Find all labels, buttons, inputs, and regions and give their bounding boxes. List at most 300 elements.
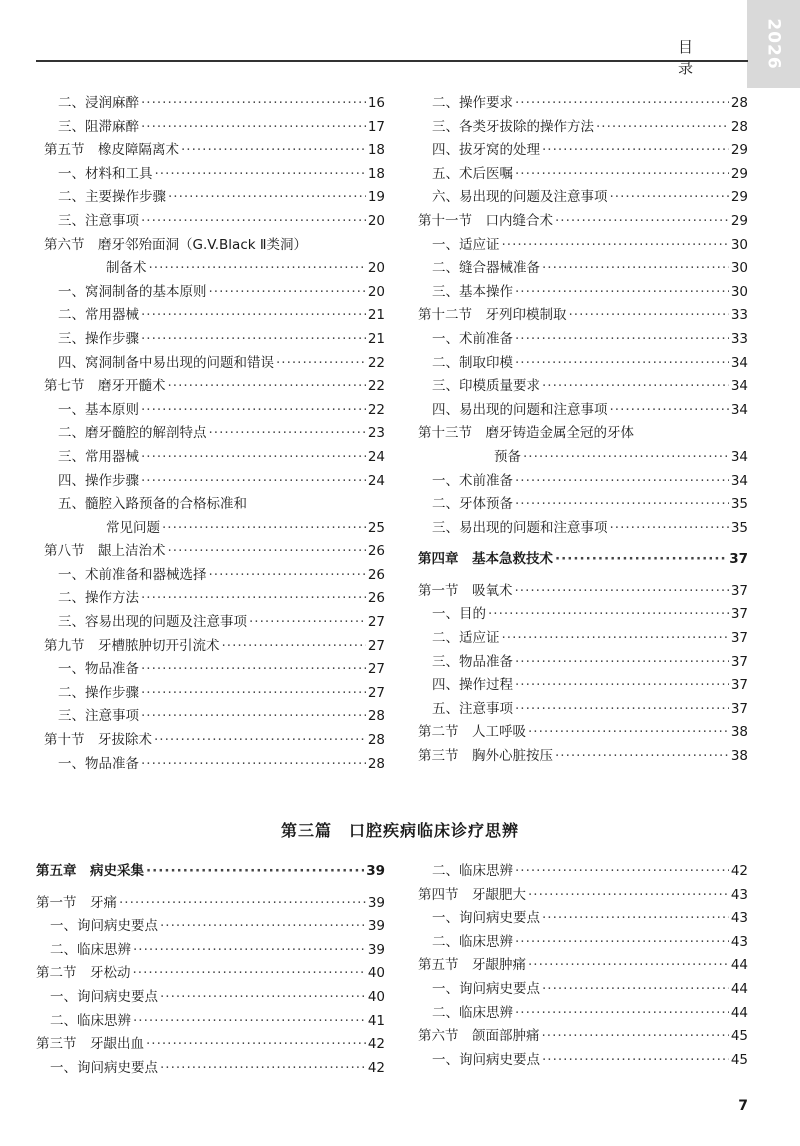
toc-page-number: 20 xyxy=(367,212,385,229)
toc-entry-title: 二、临床思辨 xyxy=(50,1012,131,1029)
toc-entry-title: 五、术后医嘱 xyxy=(432,165,513,182)
toc-leader-dots xyxy=(596,116,729,140)
toc-entry-title: 第六节 颌面部肿痛 xyxy=(418,1028,540,1045)
toc-item-entry[interactable] xyxy=(44,92,385,116)
toc-leader-dots xyxy=(209,564,366,588)
toc-leader-dots xyxy=(515,493,729,517)
toc-page-number: 25 xyxy=(367,519,385,536)
toc-section-entry[interactable] xyxy=(418,884,748,908)
toc-page-number: 29 xyxy=(730,142,748,159)
toc-page-number: 39 xyxy=(367,941,385,958)
toc-page-number: 28 xyxy=(730,118,748,135)
toc-entry-title: 二、磨牙髓腔的解剖特点 xyxy=(58,425,207,442)
toc-page-number: 34 xyxy=(730,354,748,371)
toc-item-entry[interactable] xyxy=(418,1002,748,1026)
toc-section-entry[interactable] xyxy=(418,954,748,978)
toc-leader-dots xyxy=(209,422,366,446)
toc-page-number: 29 xyxy=(730,189,748,206)
toc-leader-dots xyxy=(141,446,366,470)
toc-entry-title: 二、临床思辨 xyxy=(432,933,513,950)
toc-leader-dots xyxy=(141,116,366,140)
toc-page-number: 29 xyxy=(730,165,748,182)
toc-entry-title: 四、操作步骤 xyxy=(58,472,139,489)
toc-leader-dots xyxy=(515,163,729,187)
toc-chapter-entry[interactable] xyxy=(418,548,748,572)
toc-entry-title: 一、术前准备和器械选择 xyxy=(58,566,207,583)
toc-page-number: 33 xyxy=(730,307,748,324)
toc-leader-dots xyxy=(141,399,366,423)
toc-leader-dots xyxy=(515,651,729,675)
toc-entry-title: 四、易出现的问题和注意事项 xyxy=(432,401,608,418)
toc-leader-dots xyxy=(160,915,366,939)
toc-item-entry[interactable] xyxy=(418,257,748,281)
toc-leader-dots xyxy=(515,860,729,884)
toc-leader-dots xyxy=(523,446,729,470)
toc-leader-dots xyxy=(209,281,366,305)
toc-entry-title: 第三节 牙龈出血 xyxy=(36,1036,144,1053)
toc-item-entry[interactable] xyxy=(44,446,385,470)
toc-page-number: 38 xyxy=(730,748,748,765)
toc-leader-dots xyxy=(168,186,366,210)
toc-item-entry[interactable] xyxy=(418,627,748,651)
toc-leader-dots xyxy=(154,729,366,753)
toc-leader-dots xyxy=(502,627,729,651)
toc-leader-dots xyxy=(141,210,366,234)
toc-entry-title: 第五节 橡皮障隔离术 xyxy=(44,142,179,159)
toc-page-number: 42 xyxy=(367,1036,385,1053)
toc-leader-dots xyxy=(276,352,366,376)
toc-page-number: 16 xyxy=(367,95,385,111)
toc-leader-dots xyxy=(515,580,729,604)
toc-page-number: 34 xyxy=(730,472,748,489)
toc-page-number: 44 xyxy=(730,980,748,997)
toc-leader-dots xyxy=(515,1002,729,1026)
toc-entry-title: 四、窝洞制备中易出现的问题和错误 xyxy=(58,354,274,371)
toc-section-entry[interactable] xyxy=(418,422,748,446)
toc-section-entry[interactable] xyxy=(44,540,385,564)
toc-leader-dots xyxy=(133,939,366,963)
toc-leader-dots xyxy=(141,92,366,116)
toc-page-number: 26 xyxy=(367,543,385,560)
toc-entry-title: 一、询问病史要点 xyxy=(50,918,158,935)
toc-entry-title: 一、询问病史要点 xyxy=(432,980,540,997)
toc-leader-dots xyxy=(141,705,366,729)
toc-section-entry[interactable] xyxy=(44,139,385,163)
toc-leader-dots xyxy=(141,304,366,328)
toc-item-entry[interactable] xyxy=(418,1049,748,1073)
toc-leader-dots xyxy=(141,753,366,777)
toc-leader-dots xyxy=(528,721,729,745)
toc-item-entry[interactable] xyxy=(418,674,748,698)
toc-entry-title: 一、术前准备 xyxy=(432,330,513,347)
toc-item-entry[interactable] xyxy=(44,587,385,611)
toc-page-number: 26 xyxy=(367,590,385,607)
toc-page-number: 19 xyxy=(367,189,385,206)
toc-entry-title: 三、容易出现的问题及注意事项 xyxy=(58,614,247,631)
toc-leader-dots xyxy=(141,682,366,706)
toc-item-entry[interactable] xyxy=(36,915,385,939)
toc-item-entry[interactable] xyxy=(44,682,385,706)
toc-page-number: 42 xyxy=(367,1059,385,1076)
toc-item-entry[interactable] xyxy=(36,986,385,1010)
page-header-title: 目 录 xyxy=(678,38,708,77)
toc-entry-title: 二、操作方法 xyxy=(58,590,139,607)
toc-entry-title: 第二节 牙松动 xyxy=(36,965,131,982)
toc-page-number: 37 xyxy=(730,630,748,647)
toc-leader-dots xyxy=(168,540,366,564)
toc-leader-dots xyxy=(515,352,729,376)
toc-page-number: 37 xyxy=(730,653,748,670)
toc-leader-dots xyxy=(569,304,729,328)
toc-entry-title: 二、浸润麻醉 xyxy=(58,95,139,111)
toc-leader-dots xyxy=(542,978,729,1002)
toc-entry-title: 一、窝洞制备的基本原则 xyxy=(58,283,207,300)
toc-entry-title: 第五章 病史采集 xyxy=(36,863,144,879)
toc-page-number: 41 xyxy=(367,1012,385,1029)
toc-item-entry[interactable] xyxy=(418,328,748,352)
toc-section-entry[interactable] xyxy=(418,580,748,604)
toc-leader-dots xyxy=(528,884,729,908)
toc-entry-title: 五、髓腔入路预备的合格标准和 xyxy=(58,496,247,513)
toc-entry-title: 第一节 牙痛 xyxy=(36,894,117,911)
toc-item-entry[interactable] xyxy=(418,493,748,517)
toc-entry-title: 第五节 牙龈肿痛 xyxy=(418,957,526,974)
toc-item-entry[interactable] xyxy=(44,352,385,376)
toc-page-number: 35 xyxy=(730,519,748,536)
toc-page-number: 24 xyxy=(367,448,385,465)
toc-item-entry[interactable] xyxy=(36,939,385,963)
toc-entry-title: 一、基本原则 xyxy=(58,401,139,418)
toc-entry-title: 预备 xyxy=(494,448,521,465)
toc-page-number: 39 xyxy=(367,918,385,935)
toc-entry-title: 三、各类牙拔除的操作方法 xyxy=(432,118,594,135)
toc-page-number: 44 xyxy=(730,1004,748,1021)
toc-page-number: 23 xyxy=(367,425,385,442)
toc-leader-dots xyxy=(515,931,729,955)
toc-leader-dots xyxy=(502,234,729,258)
toc-item-entry[interactable] xyxy=(44,564,385,588)
toc-entry-title: 常见问题 xyxy=(106,519,160,536)
toc-section-entry[interactable] xyxy=(44,729,385,753)
toc-entry-title: 第七节 磨牙开髓术 xyxy=(44,378,166,395)
toc-leader-dots xyxy=(133,1010,366,1034)
toc-entry-title: 一、询问病史要点 xyxy=(432,910,540,927)
toc-item-entry[interactable] xyxy=(418,907,748,931)
toc-page-number: 43 xyxy=(730,933,748,950)
toc-entry-title: 三、注意事项 xyxy=(58,708,139,725)
toc-entry-title: 四、操作过程 xyxy=(432,677,513,694)
toc-chapter-entry[interactable] xyxy=(36,860,385,884)
toc-item-entry[interactable] xyxy=(44,281,385,305)
toc-page-number: 45 xyxy=(730,1028,748,1045)
toc-entry-title: 二、临床思辨 xyxy=(432,863,513,879)
part-title: 第三篇 口腔疾病临床诊疗思辨 xyxy=(280,821,519,840)
toc-page-number: 22 xyxy=(367,354,385,371)
toc-entry-title: 一、术前准备 xyxy=(432,472,513,489)
toc-item-entry[interactable] xyxy=(44,304,385,328)
toc-item-entry[interactable] xyxy=(418,446,748,470)
toc-item-entry[interactable] xyxy=(44,658,385,682)
toc-item-entry[interactable] xyxy=(418,698,748,722)
toc-leader-dots xyxy=(515,698,729,722)
toc-entry-title: 一、材料和工具 xyxy=(58,165,153,182)
toc-entry-title: 二、临床思辨 xyxy=(432,1004,513,1021)
toc-leader-dots xyxy=(119,892,366,916)
toc-entry-title: 三、基本操作 xyxy=(432,283,513,300)
toc-item-entry[interactable] xyxy=(36,1057,385,1081)
toc-entry-title: 六、易出现的问题及注意事项 xyxy=(432,189,608,206)
toc-item-entry[interactable] xyxy=(44,611,385,635)
toc-page-number: 43 xyxy=(730,910,748,927)
toc-leader-dots xyxy=(542,139,729,163)
toc-column-bottom-right xyxy=(418,860,748,1072)
toc-page-number: 22 xyxy=(367,401,385,418)
toc-entry-title: 一、询问病史要点 xyxy=(50,1059,158,1076)
toc-entry-title: 第四节 牙龈肥大 xyxy=(418,886,526,903)
toc-page-number: 34 xyxy=(730,448,748,465)
toc-entry-title: 第三节 胸外心脏按压 xyxy=(418,748,553,765)
toc-item-entry[interactable] xyxy=(418,234,748,258)
toc-entry-title: 二、操作要求 xyxy=(432,95,513,111)
toc-page-number: 27 xyxy=(367,637,385,654)
toc-page-number: 28 xyxy=(730,95,748,111)
toc-section-entry[interactable] xyxy=(36,962,385,986)
toc-page-number: 35 xyxy=(730,496,748,513)
toc-page-number: 30 xyxy=(730,236,748,253)
toc-section-entry[interactable] xyxy=(44,375,385,399)
toc-item-entry[interactable] xyxy=(418,139,748,163)
toc-section-entry[interactable] xyxy=(36,1033,385,1057)
toc-item-entry[interactable] xyxy=(418,603,748,627)
toc-item-entry[interactable] xyxy=(44,753,385,777)
toc-page-number: 45 xyxy=(730,1051,748,1068)
toc-leader-dots xyxy=(542,257,729,281)
toc-entry-title: 二、制取印模 xyxy=(432,354,513,371)
toc-leader-dots xyxy=(542,1049,729,1073)
toc-page-number: 44 xyxy=(730,957,748,974)
toc-entry-title: 一、询问病史要点 xyxy=(432,1051,540,1068)
toc-leader-dots xyxy=(542,907,729,931)
toc-leader-dots xyxy=(515,328,729,352)
toc-item-entry[interactable] xyxy=(418,399,748,423)
toc-section-entry[interactable] xyxy=(44,635,385,659)
toc-entry-title: 二、缝合器械准备 xyxy=(432,260,540,277)
toc-leader-dots xyxy=(141,658,366,682)
toc-page-number: 26 xyxy=(367,566,385,583)
toc-entry-title: 二、操作步骤 xyxy=(58,684,139,701)
toc-item-entry[interactable] xyxy=(44,399,385,423)
toc-page-number: 43 xyxy=(730,886,748,903)
toc-page-number: 42 xyxy=(730,863,748,879)
toc-item-entry[interactable] xyxy=(418,352,748,376)
toc-page-number: 20 xyxy=(367,283,385,300)
toc-leader-dots xyxy=(610,186,729,210)
toc-entry-title: 二、临床思辨 xyxy=(50,941,131,958)
toc-page-number: 21 xyxy=(367,307,385,324)
toc-item-entry[interactable] xyxy=(44,257,385,281)
toc-item-entry[interactable] xyxy=(44,422,385,446)
year-tab-label: 2026 xyxy=(763,18,784,70)
toc-entry-title: 一、询问病史要点 xyxy=(50,988,158,1005)
toc-section-entry[interactable] xyxy=(418,721,748,745)
toc-page-number: 37 xyxy=(730,582,748,599)
toc-entry-title: 第九节 牙槽脓肿切开引流术 xyxy=(44,637,220,654)
toc-entry-title: 三、常用器械 xyxy=(58,448,139,465)
toc-leader-dots xyxy=(141,328,366,352)
toc-section-entry[interactable] xyxy=(36,892,385,916)
toc-leader-dots xyxy=(181,139,366,163)
toc-item-entry[interactable] xyxy=(36,1010,385,1034)
toc-page-number: 29 xyxy=(730,212,748,229)
toc-leader-dots xyxy=(555,745,729,769)
toc-leader-dots xyxy=(162,517,366,541)
toc-entry-title: 第八节 龈上洁治术 xyxy=(44,543,166,560)
toc-leader-dots xyxy=(146,860,364,884)
toc-page-number: 18 xyxy=(367,142,385,159)
toc-leader-dots xyxy=(515,470,729,494)
toc-page-number: 20 xyxy=(367,260,385,277)
toc-column-top-left xyxy=(44,92,385,776)
toc-entry-title: 二、主要操作步骤 xyxy=(58,189,166,206)
toc-entry-title: 制备术 xyxy=(106,260,147,277)
toc-page-number: 22 xyxy=(367,378,385,395)
toc-page-number: 27 xyxy=(367,614,385,631)
toc-entry-title: 第六节 磨牙邻殆面洞（G.V.Black Ⅱ类洞） xyxy=(44,236,307,253)
toc-entry-title: 三、物品准备 xyxy=(432,653,513,670)
toc-page-number: 30 xyxy=(730,283,748,300)
toc-leader-dots xyxy=(542,375,729,399)
toc-page-number: 30 xyxy=(730,260,748,277)
toc-page-number: 24 xyxy=(367,472,385,489)
toc-leader-dots xyxy=(168,375,366,399)
toc-entry-title: 二、适应证 xyxy=(432,630,500,647)
toc-item-entry[interactable] xyxy=(418,186,748,210)
toc-page-number: 38 xyxy=(730,724,748,741)
toc-leader-dots xyxy=(610,399,729,423)
toc-item-entry[interactable] xyxy=(418,860,748,884)
toc-entry-title: 三、印模质量要求 xyxy=(432,378,540,395)
toc-entry-title: 四、拔牙窝的处理 xyxy=(432,142,540,159)
toc-entry-title: 第十一节 口内缝合术 xyxy=(418,212,553,229)
toc-entry-title: 三、操作步骤 xyxy=(58,330,139,347)
toc-page-number: 40 xyxy=(367,965,385,982)
toc-item-entry[interactable] xyxy=(44,186,385,210)
toc-page-number: 37 xyxy=(730,700,748,717)
toc-item-entry[interactable] xyxy=(418,931,748,955)
toc-section-entry[interactable] xyxy=(418,210,748,234)
toc-entry-title: 第二节 人工呼吸 xyxy=(418,724,526,741)
toc-item-entry[interactable] xyxy=(418,92,748,116)
toc-entry-title: 第十三节 磨牙铸造金属全冠的牙体 xyxy=(418,425,634,442)
toc-leader-dots xyxy=(515,92,729,116)
toc-page-number: 28 xyxy=(367,732,385,749)
header-divider xyxy=(36,60,748,62)
page-number: 7 xyxy=(738,1098,748,1114)
toc-leader-dots xyxy=(249,611,366,635)
toc-item-entry[interactable] xyxy=(44,163,385,187)
toc-item-entry[interactable] xyxy=(418,517,748,541)
toc-item-entry[interactable] xyxy=(418,651,748,675)
toc-leader-dots xyxy=(515,674,729,698)
toc-item-entry[interactable] xyxy=(418,978,748,1002)
toc-leader-dots xyxy=(155,163,366,187)
toc-entry-title: 第十节 牙拔除术 xyxy=(44,732,152,749)
toc-entry-title: 第十二节 牙列印模制取 xyxy=(418,307,567,324)
toc-entry-title: 一、适应证 xyxy=(432,236,500,253)
toc-item-entry[interactable] xyxy=(418,375,748,399)
year-tab xyxy=(747,0,800,88)
toc-section-entry[interactable] xyxy=(418,304,748,328)
toc-entry-title: 二、牙体预备 xyxy=(432,496,513,513)
toc-entry-title: 五、注意事项 xyxy=(432,700,513,717)
toc-page-number: 34 xyxy=(730,401,748,418)
toc-item-entry[interactable] xyxy=(44,705,385,729)
toc-section-entry[interactable] xyxy=(418,1025,748,1049)
toc-item-entry[interactable] xyxy=(44,116,385,140)
toc-entry-title: 一、物品准备 xyxy=(58,755,139,772)
toc-entry-title: 第四章 基本急救技术 xyxy=(418,551,553,568)
toc-entry-title: 一、目的 xyxy=(432,606,486,623)
toc-leader-dots xyxy=(141,587,366,611)
toc-leader-dots xyxy=(610,517,729,541)
toc-page-number: 18 xyxy=(367,165,385,182)
toc-item-entry[interactable] xyxy=(44,210,385,234)
toc-section-entry[interactable] xyxy=(418,745,748,769)
toc-item-entry[interactable] xyxy=(418,116,748,140)
toc-leader-dots xyxy=(528,954,729,978)
toc-leader-dots xyxy=(160,986,366,1010)
toc-item-entry[interactable] xyxy=(418,281,748,305)
toc-entry-title: 一、物品准备 xyxy=(58,661,139,678)
toc-item-entry[interactable] xyxy=(44,517,385,541)
toc-page-number: 28 xyxy=(367,755,385,772)
toc-leader-dots xyxy=(141,470,366,494)
toc-leader-dots xyxy=(555,210,729,234)
toc-page-number: 39 xyxy=(367,894,385,911)
toc-item-entry[interactable] xyxy=(44,493,385,517)
toc-entry-title: 第一节 吸氧术 xyxy=(418,582,513,599)
toc-item-entry[interactable] xyxy=(418,470,748,494)
toc-leader-dots xyxy=(160,1057,366,1081)
toc-leader-dots xyxy=(149,257,366,281)
toc-entry-title: 三、注意事项 xyxy=(58,212,139,229)
toc-item-entry[interactable] xyxy=(44,470,385,494)
toc-page-number: 27 xyxy=(367,661,385,678)
toc-entry-title: 三、阻滞麻醉 xyxy=(58,118,139,135)
toc-page-number: 40 xyxy=(367,988,385,1005)
toc-leader-dots xyxy=(555,548,727,572)
toc-item-entry[interactable] xyxy=(44,328,385,352)
toc-section-entry[interactable] xyxy=(44,234,385,258)
toc-leader-dots xyxy=(146,1033,366,1057)
toc-column-bottom-left xyxy=(36,860,385,1080)
toc-page-number: 34 xyxy=(730,378,748,395)
toc-page-number: 37 xyxy=(730,677,748,694)
toc-item-entry[interactable] xyxy=(418,163,748,187)
toc-leader-dots xyxy=(222,635,366,659)
toc-page-number: 39 xyxy=(366,863,385,879)
toc-page-number: 17 xyxy=(367,118,385,135)
toc-page-number: 21 xyxy=(367,330,385,347)
toc-entry-title: 二、常用器械 xyxy=(58,307,139,324)
toc-page-number: 37 xyxy=(729,551,748,568)
toc-entry-title: 三、易出现的问题和注意事项 xyxy=(432,519,608,536)
toc-page-number: 37 xyxy=(730,606,748,623)
toc-leader-dots xyxy=(515,281,729,305)
toc-leader-dots xyxy=(488,603,729,627)
toc-page-number: 28 xyxy=(367,708,385,725)
toc-column-top-right xyxy=(418,92,748,769)
